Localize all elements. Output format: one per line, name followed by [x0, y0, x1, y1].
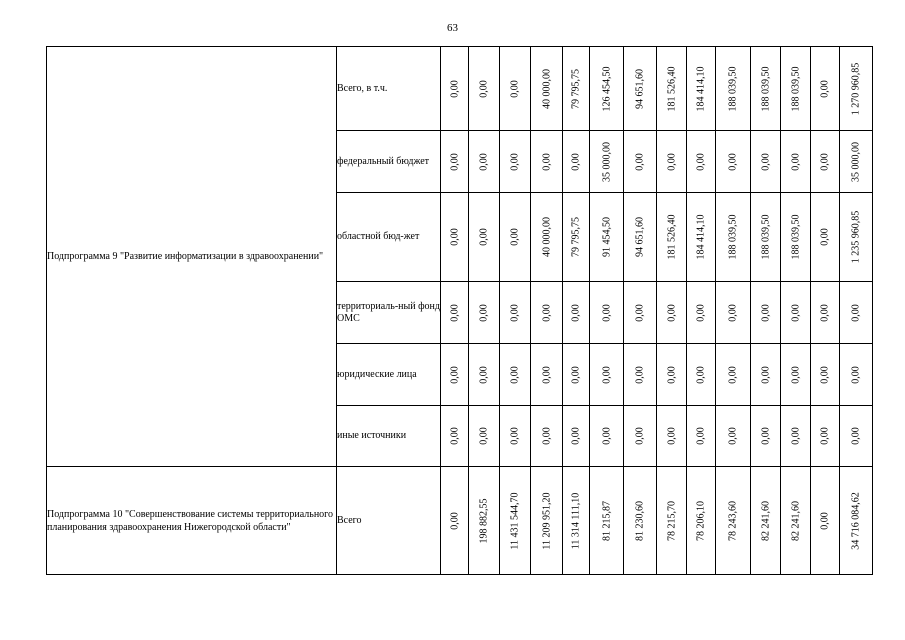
amount-value: 188 039,50 — [760, 214, 771, 260]
funding-source: Всего — [337, 467, 441, 575]
amount-cell — [590, 131, 624, 193]
amount-cell — [563, 282, 590, 344]
amount-value: 0,00 — [449, 79, 460, 98]
amount-cell — [781, 467, 811, 575]
amount-cell — [500, 467, 531, 575]
amount-cell — [657, 47, 687, 131]
amount-value: 0,00 — [819, 511, 831, 530]
amount-value: 188 039,50 — [727, 214, 739, 260]
amount-value: 0,00 — [449, 511, 460, 530]
amount-value: 126 454,50 — [601, 66, 612, 111]
amount-cell — [781, 282, 811, 344]
amount-value: 0,00 — [570, 365, 582, 384]
amount-value: 188 039,50 — [790, 66, 801, 111]
amount-cell — [624, 47, 657, 131]
amount-cell — [687, 344, 716, 406]
amount-value: 0,00 — [666, 303, 677, 322]
amount-cell — [441, 193, 469, 282]
amount-cell — [441, 406, 469, 467]
amount-cell — [469, 467, 500, 575]
amount-cell — [716, 344, 751, 406]
amount-value: 0,00 — [819, 79, 831, 98]
amount-cell — [751, 193, 781, 282]
amount-cell — [811, 282, 840, 344]
amount-cell — [811, 344, 840, 406]
amount-cell — [811, 131, 840, 193]
amount-cell — [441, 282, 469, 344]
amount-value: 0,00 — [601, 303, 612, 322]
amount-cell — [590, 282, 624, 344]
amount-value: 0,00 — [570, 303, 582, 322]
amount-value: 0,00 — [760, 303, 771, 322]
amount-value: 0,00 — [509, 228, 521, 246]
amount-value: 40 000,00 — [541, 68, 552, 109]
amount-value: 0,00 — [634, 303, 646, 322]
amount-cell — [590, 406, 624, 467]
amount-cell — [811, 47, 840, 131]
amount-cell — [624, 193, 657, 282]
funding-source: областной бюд-жет — [337, 193, 441, 282]
amount-cell — [811, 406, 840, 467]
amount-value: 0,00 — [601, 427, 612, 445]
amount-cell — [840, 344, 873, 406]
funding-source: иные источники — [337, 406, 441, 467]
funding-source: федеральный бюджет — [337, 131, 441, 193]
amount-value: 0,00 — [819, 427, 831, 445]
amount-value: 0,00 — [570, 427, 582, 445]
amount-value: 0,00 — [695, 152, 707, 171]
amount-cell — [531, 131, 563, 193]
amount-cell — [563, 193, 590, 282]
amount-cell — [590, 193, 624, 282]
amount-value: 0,00 — [601, 365, 612, 384]
amount-value: 81 230,60 — [634, 500, 646, 541]
amount-value: 0,00 — [666, 427, 677, 445]
amount-value: 0,00 — [790, 152, 801, 171]
amount-cell — [657, 282, 687, 344]
amount-value: 0,00 — [666, 365, 677, 384]
amount-cell — [687, 193, 716, 282]
amount-value: 0,00 — [509, 79, 521, 98]
amount-cell — [563, 344, 590, 406]
amount-cell — [716, 467, 751, 575]
amount-value: 0,00 — [790, 427, 801, 445]
amount-value: 198 882,55 — [478, 498, 490, 543]
amount-cell — [657, 406, 687, 467]
amount-cell — [469, 47, 500, 131]
amount-value: 0,00 — [819, 365, 831, 384]
amount-cell — [687, 47, 716, 131]
amount-value: 0,00 — [666, 152, 677, 171]
amount-cell — [781, 344, 811, 406]
amount-cell — [590, 467, 624, 575]
amount-cell — [563, 467, 590, 575]
amount-value: 82 241,60 — [790, 500, 801, 541]
amount-value: 0,00 — [449, 228, 460, 246]
amount-cell — [531, 406, 563, 467]
amount-value: 0,00 — [727, 427, 739, 445]
amount-cell — [441, 344, 469, 406]
amount-value: 188 039,50 — [760, 66, 771, 111]
amount-value: 40 000,00 — [541, 217, 552, 257]
amount-cell — [531, 344, 563, 406]
amount-value: 0,00 — [695, 365, 707, 384]
amount-value: 94 651,60 — [634, 68, 646, 109]
amount-value: 35 000,00 — [601, 141, 612, 182]
amount-value: 0,00 — [478, 228, 490, 246]
amount-value: 78 215,70 — [666, 500, 677, 541]
amount-value: 35 000,00 — [850, 141, 862, 182]
amount-cell — [751, 282, 781, 344]
amount-cell — [716, 193, 751, 282]
amount-value: 11 209 951,20 — [541, 491, 552, 550]
amount-cell — [716, 47, 751, 131]
amount-value: 0,00 — [541, 303, 552, 322]
amount-cell — [751, 131, 781, 193]
amount-value: 0,00 — [478, 152, 490, 171]
amount-value: 0,00 — [695, 427, 707, 445]
amount-cell — [716, 131, 751, 193]
subprogram-title: Подпрограмма 10 "Совершенствование системы территориального планирования здравоохранения Нижегородской области" — [47, 467, 337, 575]
amount-value: 184 414,10 — [695, 66, 707, 111]
amount-value: 0,00 — [850, 303, 862, 322]
amount-value: 0,00 — [449, 365, 460, 384]
amount-cell — [687, 282, 716, 344]
amount-cell — [590, 344, 624, 406]
amount-cell — [716, 282, 751, 344]
funding-source: Всего, в т.ч. — [337, 47, 441, 131]
amount-value: 0,00 — [570, 152, 582, 171]
amount-value: 79 795,75 — [570, 217, 582, 257]
amount-cell — [500, 47, 531, 131]
amount-value: 0,00 — [478, 303, 490, 322]
amount-cell — [657, 467, 687, 575]
amount-value: 0,00 — [850, 365, 862, 384]
amount-value: 0,00 — [760, 427, 771, 445]
amount-cell — [469, 406, 500, 467]
amount-cell — [840, 467, 873, 575]
amount-value: 0,00 — [850, 427, 862, 445]
amount-value: 0,00 — [695, 303, 707, 322]
amount-cell — [840, 193, 873, 282]
amount-value: 0,00 — [478, 365, 490, 384]
amount-cell — [469, 131, 500, 193]
amount-value: 0,00 — [790, 303, 801, 322]
amount-value: 0,00 — [727, 303, 739, 322]
page-number: 63 — [447, 22, 458, 34]
amount-value: 0,00 — [478, 427, 490, 445]
amount-value: 0,00 — [634, 427, 646, 445]
amount-cell — [657, 193, 687, 282]
amount-value: 0,00 — [819, 303, 831, 322]
amount-cell — [500, 131, 531, 193]
amount-cell — [624, 282, 657, 344]
amount-value: 0,00 — [509, 303, 521, 322]
subprogram-title: Подпрограмма 9 "Развитие информатизации в здравоохранении" — [47, 47, 337, 467]
amount-value: 0,00 — [541, 152, 552, 171]
amount-cell — [657, 131, 687, 193]
amount-value: 78 243,60 — [727, 500, 739, 541]
amount-cell — [840, 47, 873, 131]
amount-cell — [563, 406, 590, 467]
amount-value: 78 206,10 — [695, 500, 707, 541]
amount-value: 82 241,60 — [760, 500, 771, 541]
amount-value: 79 795,75 — [570, 68, 582, 109]
amount-cell — [781, 406, 811, 467]
amount-cell — [687, 467, 716, 575]
amount-value: 0,00 — [727, 365, 739, 384]
amount-cell — [531, 467, 563, 575]
amount-cell — [624, 131, 657, 193]
amount-cell — [469, 193, 500, 282]
amount-value: 11 431 544,70 — [509, 491, 521, 550]
amount-value: 0,00 — [760, 365, 771, 384]
amount-value: 34 716 084,62 — [850, 491, 862, 550]
amount-value: 184 414,10 — [695, 214, 707, 260]
amount-cell — [811, 193, 840, 282]
amount-cell — [687, 131, 716, 193]
amount-value: 0,00 — [819, 152, 831, 171]
amount-cell — [500, 344, 531, 406]
amount-value: 181 526,40 — [666, 66, 677, 111]
amount-value: 94 651,60 — [634, 217, 646, 257]
amount-cell — [563, 131, 590, 193]
amount-value: 0,00 — [541, 427, 552, 445]
amount-cell — [687, 406, 716, 467]
amount-value: 0,00 — [478, 79, 490, 98]
amount-cell — [441, 47, 469, 131]
amount-value: 1 270 960,85 — [850, 62, 862, 115]
amount-cell — [469, 344, 500, 406]
amount-value: 0,00 — [449, 427, 460, 445]
budget-table — [46, 46, 873, 575]
amount-cell — [751, 467, 781, 575]
amount-cell — [840, 406, 873, 467]
amount-cell — [751, 47, 781, 131]
amount-cell — [716, 406, 751, 467]
amount-cell — [590, 47, 624, 131]
amount-value: 1 235 960,85 — [850, 210, 862, 264]
amount-value: 0,00 — [634, 365, 646, 384]
amount-cell — [531, 47, 563, 131]
amount-cell — [469, 282, 500, 344]
amount-cell — [531, 282, 563, 344]
amount-value: 0,00 — [790, 365, 801, 384]
amount-cell — [624, 467, 657, 575]
amount-value: 11 314 111,10 — [570, 492, 582, 549]
amount-value: 0,00 — [509, 427, 521, 445]
amount-cell — [500, 193, 531, 282]
funding-source: юридические лица — [337, 344, 441, 406]
amount-cell — [781, 131, 811, 193]
amount-cell — [563, 47, 590, 131]
amount-cell — [500, 406, 531, 467]
funding-source: территориаль-ный фонд ОМС — [337, 282, 441, 344]
amount-cell — [657, 344, 687, 406]
amount-value: 188 039,50 — [727, 66, 739, 111]
amount-cell — [624, 406, 657, 467]
amount-value: 91 454,50 — [601, 217, 612, 257]
amount-cell — [840, 282, 873, 344]
amount-value: 181 526,40 — [666, 214, 677, 260]
amount-cell — [500, 282, 531, 344]
amount-cell — [781, 47, 811, 131]
amount-cell — [751, 344, 781, 406]
table-row — [47, 467, 873, 575]
amount-cell — [751, 406, 781, 467]
amount-cell — [441, 131, 469, 193]
amount-cell — [811, 467, 840, 575]
amount-value: 0,00 — [509, 365, 521, 384]
amount-value: 0,00 — [760, 152, 771, 171]
amount-value: 0,00 — [449, 152, 460, 171]
amount-cell — [624, 344, 657, 406]
amount-value: 188 039,50 — [790, 214, 801, 260]
amount-value: 0,00 — [819, 228, 831, 246]
amount-value: 81 215,87 — [601, 500, 612, 541]
table-row — [47, 47, 873, 131]
amount-value: 0,00 — [509, 152, 521, 171]
amount-value: 0,00 — [727, 152, 739, 171]
amount-cell — [781, 193, 811, 282]
amount-cell — [840, 131, 873, 193]
amount-value: 0,00 — [634, 152, 646, 171]
amount-cell — [441, 467, 469, 575]
amount-value: 0,00 — [541, 365, 552, 384]
amount-cell — [531, 193, 563, 282]
amount-value: 0,00 — [449, 303, 460, 322]
